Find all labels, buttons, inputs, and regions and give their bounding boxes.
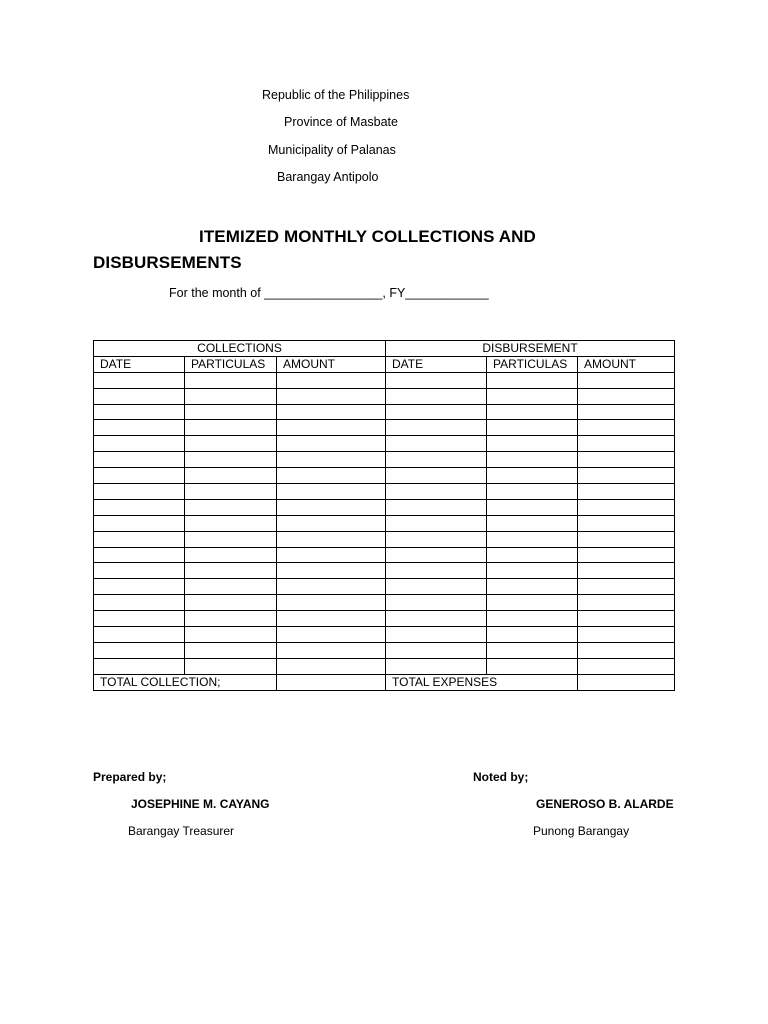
disbursement-particulars-cell[interactable]: [487, 611, 578, 627]
column-header: PARTICULAS: [185, 356, 277, 372]
table-row: [94, 579, 675, 595]
table-row: [94, 658, 675, 674]
noted-by-name: GENEROSO B. ALARDE: [536, 797, 674, 811]
ledger-table: [93, 340, 675, 691]
collection-amount-cell[interactable]: [277, 484, 386, 500]
prepared-by-name: JOSEPHINE M. CAYANG: [131, 797, 270, 811]
barangay-line: Barangay Antipolo: [277, 170, 379, 184]
collection-amount-cell[interactable]: [277, 642, 386, 658]
collection-amount-cell[interactable]: [277, 611, 386, 627]
column-header: AMOUNT: [578, 356, 675, 372]
total-expenses-amount[interactable]: [578, 674, 675, 690]
section-header-row: [94, 341, 675, 357]
disbursement-particulars-cell[interactable]: [487, 658, 578, 674]
table-row: [94, 404, 675, 420]
disbursement-date-cell[interactable]: [386, 388, 487, 404]
disbursement-amount-cell[interactable]: [578, 372, 675, 388]
collection-particulars-cell[interactable]: [185, 499, 277, 515]
collection-date-cell[interactable]: [94, 452, 185, 468]
collection-particulars-cell[interactable]: [185, 404, 277, 420]
table-row: [94, 627, 675, 643]
prepared-by-label: Prepared by;: [93, 770, 167, 784]
collection-particulars-cell[interactable]: [185, 547, 277, 563]
disbursement-date-cell[interactable]: [386, 595, 487, 611]
collection-particulars-cell[interactable]: [185, 627, 277, 643]
collection-amount-cell[interactable]: [277, 563, 386, 579]
collection-date-cell[interactable]: [94, 595, 185, 611]
collection-date-cell[interactable]: [94, 436, 185, 452]
collection-particulars-cell[interactable]: [185, 372, 277, 388]
disbursement-amount-cell[interactable]: [578, 563, 675, 579]
collection-amount-cell[interactable]: [277, 452, 386, 468]
collection-date-cell[interactable]: [94, 627, 185, 643]
table-row: [94, 611, 675, 627]
disbursement-particulars-cell[interactable]: [487, 484, 578, 500]
collection-particulars-cell[interactable]: [185, 484, 277, 500]
table-row: [94, 452, 675, 468]
disbursement-particulars-cell[interactable]: [487, 420, 578, 436]
column-header-row: [94, 356, 675, 372]
province-line: Province of Masbate: [284, 115, 398, 129]
collection-particulars-cell[interactable]: [185, 642, 277, 658]
disbursement-date-cell[interactable]: [386, 611, 487, 627]
column-header: DATE: [94, 356, 185, 372]
collection-amount-cell[interactable]: [277, 579, 386, 595]
collection-date-cell[interactable]: [94, 642, 185, 658]
noted-by-label: Noted by;: [473, 770, 529, 784]
collection-date-cell[interactable]: [94, 531, 185, 547]
period-line: For the month of _________________, FY____________: [169, 286, 489, 300]
prepared-by-title: Barangay Treasurer: [128, 824, 235, 838]
disbursement-amount-cell[interactable]: [578, 642, 675, 658]
collection-amount-cell[interactable]: [277, 595, 386, 611]
table-row: [94, 484, 675, 500]
total-collection-amount[interactable]: [277, 674, 386, 690]
municipality-line: Municipality of Palanas: [268, 143, 396, 157]
disbursement-amount-cell[interactable]: [578, 484, 675, 500]
disbursement-date-cell[interactable]: [386, 372, 487, 388]
collection-amount-cell[interactable]: [277, 388, 386, 404]
collection-amount-cell[interactable]: [277, 627, 386, 643]
collection-particulars-cell[interactable]: [185, 436, 277, 452]
collection-amount-cell[interactable]: [277, 404, 386, 420]
disbursement-particulars-cell[interactable]: [487, 468, 578, 484]
collection-particulars-cell[interactable]: [185, 468, 277, 484]
collection-date-cell[interactable]: [94, 611, 185, 627]
disbursement-particulars-cell[interactable]: [487, 547, 578, 563]
disbursement-particulars-cell[interactable]: [487, 627, 578, 643]
collection-date-cell[interactable]: [94, 388, 185, 404]
disbursement-particulars-cell[interactable]: [487, 595, 578, 611]
table-row: [94, 420, 675, 436]
disbursement-particulars-cell[interactable]: [487, 531, 578, 547]
disbursement-amount-cell[interactable]: [578, 547, 675, 563]
disbursement-amount-cell[interactable]: [578, 658, 675, 674]
disbursement-amount-cell[interactable]: [578, 499, 675, 515]
disbursement-particulars-cell[interactable]: [487, 452, 578, 468]
disbursement-amount-cell[interactable]: [578, 611, 675, 627]
disbursement-date-cell[interactable]: [386, 404, 487, 420]
table-row: [94, 372, 675, 388]
collection-amount-cell[interactable]: [277, 499, 386, 515]
collection-date-cell[interactable]: [94, 499, 185, 515]
collection-particulars-cell[interactable]: [185, 531, 277, 547]
disbursement-amount-cell[interactable]: [578, 579, 675, 595]
collection-date-cell[interactable]: [94, 658, 185, 674]
collection-amount-cell[interactable]: [277, 468, 386, 484]
disbursement-date-cell[interactable]: [386, 547, 487, 563]
collection-particulars-cell[interactable]: [185, 563, 277, 579]
table-row: [94, 436, 675, 452]
noted-by-title: Punong Barangay: [533, 824, 630, 838]
disbursement-particulars-cell[interactable]: [487, 388, 578, 404]
collection-date-cell[interactable]: [94, 515, 185, 531]
disbursement-amount-cell[interactable]: [578, 452, 675, 468]
disbursement-particulars-cell[interactable]: [487, 579, 578, 595]
disbursement-particulars-cell[interactable]: [487, 404, 578, 420]
disbursement-date-cell[interactable]: [386, 563, 487, 579]
collection-particulars-cell[interactable]: [185, 658, 277, 674]
collection-amount-cell[interactable]: [277, 515, 386, 531]
collection-particulars-cell[interactable]: [185, 611, 277, 627]
document-title-line1: ITEMIZED MONTHLY COLLECTIONS AND: [199, 227, 536, 246]
collection-date-cell[interactable]: [94, 468, 185, 484]
disbursement-particulars-cell[interactable]: [487, 515, 578, 531]
collection-particulars-cell[interactable]: [185, 579, 277, 595]
document-title-line2: DISBURSEMENTS: [93, 253, 242, 272]
country-line: Republic of the Philippines: [262, 88, 410, 102]
disbursement-date-cell[interactable]: [386, 436, 487, 452]
collection-particulars-cell[interactable]: [185, 595, 277, 611]
table-row: [94, 499, 675, 515]
collection-amount-cell[interactable]: [277, 531, 386, 547]
disbursement-amount-cell[interactable]: [578, 388, 675, 404]
disbursement-particulars-cell[interactable]: [487, 436, 578, 452]
collection-date-cell[interactable]: [94, 484, 185, 500]
collection-amount-cell[interactable]: [277, 436, 386, 452]
collection-particulars-cell[interactable]: [185, 420, 277, 436]
disbursement-date-cell[interactable]: [386, 484, 487, 500]
collection-date-cell[interactable]: [94, 372, 185, 388]
disbursement-date-cell[interactable]: [386, 579, 487, 595]
disbursement-date-cell[interactable]: [386, 452, 487, 468]
disbursement-particulars-cell[interactable]: [487, 642, 578, 658]
collections-header: COLLECTIONS: [94, 341, 386, 357]
disbursement-date-cell[interactable]: [386, 642, 487, 658]
disbursement-date-cell[interactable]: [386, 627, 487, 643]
column-header: AMOUNT: [277, 356, 386, 372]
disbursement-date-cell[interactable]: [386, 515, 487, 531]
collection-date-cell[interactable]: [94, 404, 185, 420]
collection-amount-cell[interactable]: [277, 420, 386, 436]
disbursement-amount-cell[interactable]: [578, 595, 675, 611]
disbursement-amount-cell[interactable]: [578, 627, 675, 643]
collection-amount-cell[interactable]: [277, 547, 386, 563]
table-row: [94, 547, 675, 563]
collection-date-cell[interactable]: [94, 563, 185, 579]
disbursement-particulars-cell[interactable]: [487, 499, 578, 515]
total-collection-label: TOTAL COLLECTION;: [94, 674, 277, 690]
column-header: PARTICULAS: [487, 356, 578, 372]
table-row: [94, 595, 675, 611]
collection-date-cell[interactable]: [94, 420, 185, 436]
disbursement-amount-cell[interactable]: [578, 420, 675, 436]
table-row: [94, 515, 675, 531]
table-row: [94, 531, 675, 547]
collection-particulars-cell[interactable]: [185, 452, 277, 468]
table-row: [94, 388, 675, 404]
collection-amount-cell[interactable]: [277, 372, 386, 388]
collection-date-cell[interactable]: [94, 547, 185, 563]
collection-date-cell[interactable]: [94, 579, 185, 595]
disbursement-header: DISBURSEMENT: [386, 341, 675, 357]
disbursement-date-cell[interactable]: [386, 468, 487, 484]
disbursement-amount-cell[interactable]: [578, 515, 675, 531]
disbursement-amount-cell[interactable]: [578, 404, 675, 420]
disbursement-date-cell[interactable]: [386, 658, 487, 674]
collection-amount-cell[interactable]: [277, 658, 386, 674]
collection-particulars-cell[interactable]: [185, 388, 277, 404]
disbursement-date-cell[interactable]: [386, 531, 487, 547]
table-row: [94, 642, 675, 658]
disbursement-particulars-cell[interactable]: [487, 372, 578, 388]
total-expenses-label: TOTAL EXPENSES: [386, 674, 578, 690]
disbursement-particulars-cell[interactable]: [487, 563, 578, 579]
disbursement-date-cell[interactable]: [386, 499, 487, 515]
table-row: [94, 563, 675, 579]
total-row: [94, 674, 675, 690]
column-header: DATE: [386, 356, 487, 372]
disbursement-amount-cell[interactable]: [578, 436, 675, 452]
disbursement-date-cell[interactable]: [386, 420, 487, 436]
disbursement-amount-cell[interactable]: [578, 468, 675, 484]
disbursement-amount-cell[interactable]: [578, 531, 675, 547]
collection-particulars-cell[interactable]: [185, 515, 277, 531]
table-row: [94, 468, 675, 484]
